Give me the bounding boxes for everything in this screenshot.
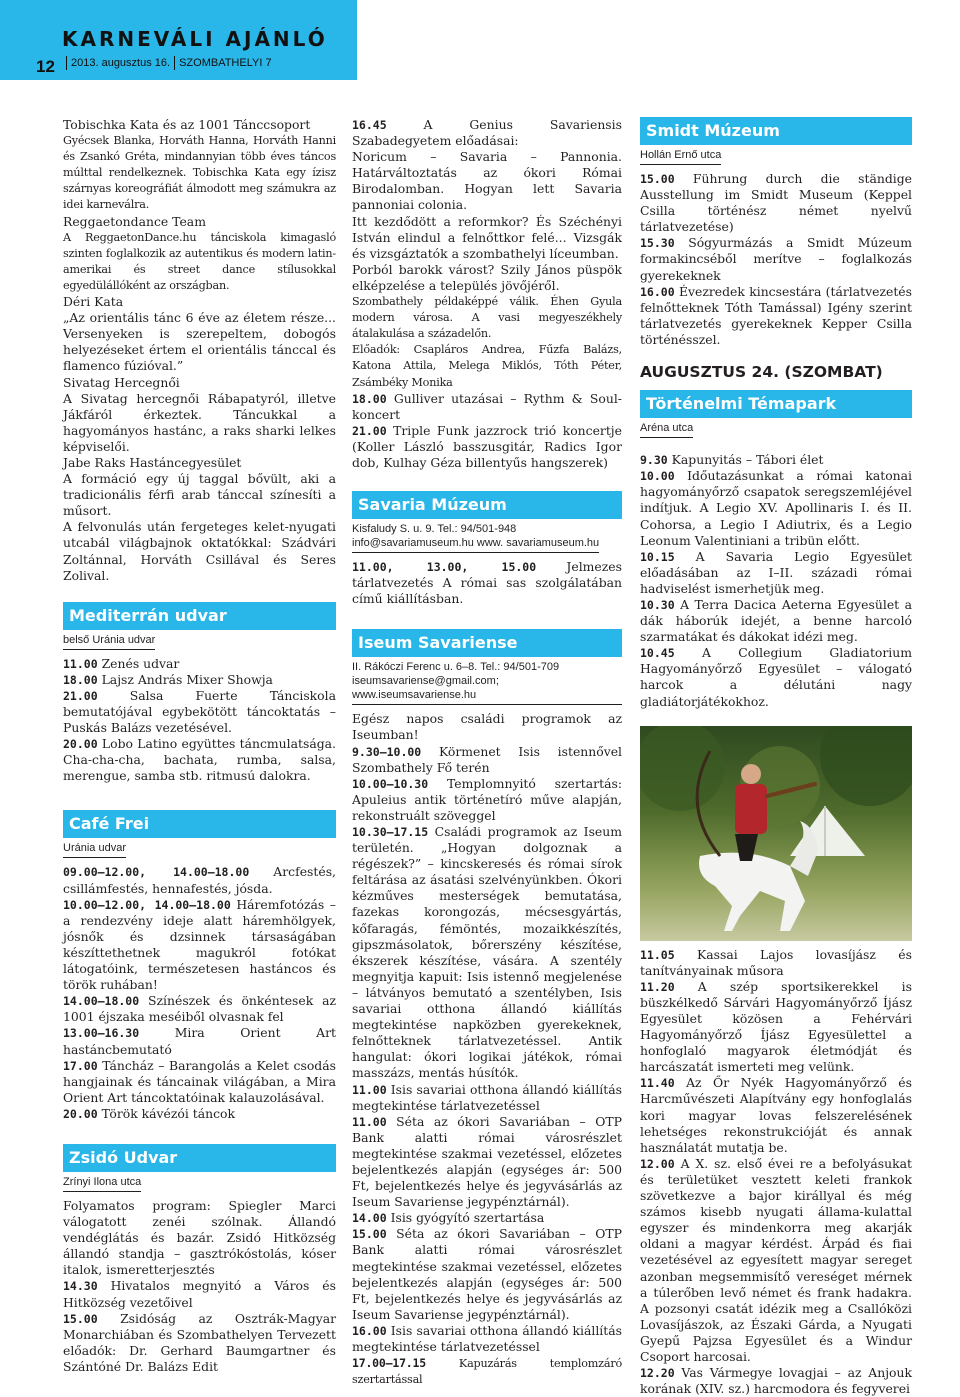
column-2 [352, 117, 622, 1388]
program-item: 10.45 A Collegium Gladiatorium Hagyományőrző Egyesület – válogató harcok a délutáni nagy gladiátorjátékokhoz. [640, 645, 912, 709]
program-item: 20.00 Lobo Latino együttes táncmulatsága. Cha-cha-cha, bachata, rumba, salsa, merengue, samba stb. ritmusú dalokra. [63, 736, 336, 784]
program-item: 10.30 A Terra Dacica Aeterna Egyesület a dák háborúk idejét, a benne harcoló szarmatákat és dákokat idézi meg. [640, 596, 912, 645]
program-item: 15.30 Sógyurmázás a Smidt Múzeum formakincséből merítve – foglalkozás gyerekeknek [640, 235, 912, 283]
date-heading: AUGUSZTUS 24. (SZOMBAT) [640, 363, 883, 382]
paragraph: Egész napos családi programok az Iseumban! [352, 711, 622, 743]
page-number: 12 [36, 57, 55, 76]
program-item: Szombathely példaképpé válik. Éhen Gyula modern városa. A vasi megyeszékhely átalakulása a századelőn. [352, 295, 622, 341]
venue-heading-cafe-frei: Café Frei [63, 810, 336, 838]
venue-heading-zsido-udvar: Zsidó Udvar [63, 1144, 336, 1172]
venue-heading-tortenelmi-temapark: Történelmi Témapark [640, 390, 912, 418]
program-item: Itt kezdődött a reformkor? És Széchényi István elindul a felnőttkor felé... Vizsgák és vizsgáztatók a szombathelyi líceumban. [352, 213, 622, 261]
program-item: 16.00 Évezredek kincsestára (tárlatvezetés felnőtteknek Tóth Tamással) Igény szerint tárlatvezetés gyerekeknek Kepper Csilla történésszel. [640, 283, 912, 347]
program-item: 11.00 Isis savariai otthona állandó kiállítás megtekintése tárlatvezetéssel [352, 1081, 622, 1113]
program-item: 10.00–12.00, 14.00–18.00 Háremfotózás – a rendezvény ideje alatt háremhölgyek, jósnők és dzsinnek társaságában készíttethetnek magukról fotókat látogatóink, természetesen hastáncos és török ruhában! [63, 896, 336, 993]
program-item: 15.00 Führung durch die ständige Ausstellung im Smidt Museum (Keppel Csilla történész német nyelvű tárlatvezetése) [640, 171, 912, 235]
paragraph: Gyécsek Blanka, Horváth Hanna, Horváth Hanni és Zsankó Gréta, mindannyian több éves táncos múlttal rendelkeznek. Tobischka Kata egy ízisz szárnyas koreográfiát álmodott meg számukra az idei karneválra. [63, 134, 336, 212]
paragraph: Sivatag Hercegnői [63, 374, 180, 390]
program-item: 9.30–10.00 Körmenet Isis istennővel Szombathely Fő terén [352, 743, 622, 775]
venue-address: Uránia udvar [63, 841, 126, 858]
program-item: 15.00 Séta az ókori Savariában – OTP Bank alatti római városrészlet megtekintése szakmai vezetéssel, előzetes bejelentkezés alapján (egységes ár: 500 Ft, bejelentkezés helye és jegyvásárlás az Iseum Savariense jegypénztárnál). [352, 1226, 622, 1322]
program-item: 11.00 Séta az ókori Savariában – OTP Bank alatti római városrészlet megtekintése szakmai vezetéssel, előzetes bejelentkezés alapján (egységes ár: 500 Ft, bejelentkezés helye és jegyvásárlás az Iseum Savariense jegypénztárnál). [352, 1113, 622, 1210]
paragraph: Jabe Raks Hastáncegyesület [63, 454, 242, 470]
program-item: 18.00 Lajsz András Mixer Showja [63, 671, 273, 687]
program-item: 13.00–16.30 Mira Orient Art hastáncbemutató [63, 1025, 336, 1057]
program-item: 15.00 Zsidóság az Osztrák-Magyar Monarchiában és Szombathelyen Tervezett előadók: Dr. Gerhard Baumgartner és Szántóné Dr. Balázs Edit [63, 1310, 336, 1374]
venue-heading-mediterran: Mediterrán udvar [63, 602, 336, 630]
program-item: 09.00–12.00, 14.00–18.00 Arcfestés, csillámfestés, hennafestés, jósda. [63, 864, 336, 896]
program-item: 11.00, 13.00, 15.00 Jelmezes tárlatvezetés A római sas szolgálatában című kiállításban. [352, 559, 622, 607]
program-item: 14.00–18.00 Színészek és önkéntesek az 1001 éjszaka meséiből olvasnak fel [63, 993, 336, 1025]
column-3 [640, 117, 912, 1397]
column-1 [63, 117, 336, 1375]
venue-address: Aréna utca [640, 421, 693, 438]
program-item: 21.00 Triple Funk jazzrock trió koncertje (Koller László basszusgitár, Radics Igor dob, Kulhay Géza billentyűs hangszerek) [352, 422, 622, 470]
program-item: 10.30–17.15 Családi programok az Iseum területén. „Hogyan dolgoznak a régészek?” – kincskeresés és római sírok feltárása az ásatási szelvényünkben. Ókori kézműves mesterségek bemutatása, fazekas korongozás, mécsesgyártás, kőfaragás, fémöntés, mozaikkészítés, gipszmásolatok, bőrerszény készítése, ékszerek készítése, vására. A szentély megnyitja kapuit: Isis istennő megjelenése – látványos bemutató a szentélyben, Isis savariai otthona állandó kiállítás megtekintése napközben gyerekeknek, felnőtteknek tárlatvezetéssel. Antik hangulat: ókori logikai játékok, római masszázs, mentás húsítók. [352, 824, 622, 1081]
horse-archer-photo [640, 726, 912, 941]
venue-heading-smidt-muzeum: Smidt Múzeum [640, 117, 912, 145]
program-item: 18.00 Gulliver utazásai – Rythm & Soul-koncert [352, 390, 622, 422]
paragraph: Déri Kata [63, 294, 124, 310]
venue-contact: info@savariamuseum.hu www. savariamuseum.hu [352, 536, 599, 553]
venue-address: Zrínyi Ilona utca [63, 1175, 141, 1192]
venue-heading-savaria-muzeum: Savaria Múzeum [352, 491, 622, 519]
program-item: 20.00 Török kávézói táncok [63, 1105, 236, 1121]
paragraph: „Az orientális tánc 6 éve az életem része... Versenyeken is szerepeltem, dobogós helyezéseket értem el orientális tánccal és flamenco fúzióval.” [63, 310, 336, 374]
paragraph: Tobischka Kata és az 1001 Tánccsoport [63, 117, 311, 132]
program-item: 14.00 Isis gyógyító szertartása [352, 1210, 545, 1226]
program-item: 11.05 Kassai Lajos lovasíjász és tanítványainak műsora [640, 946, 912, 978]
program-item: Porból barokk várost? Szily János püspök elképzelése a település jövőjéről. [352, 261, 622, 293]
venue-address: Kisfaludy S. u. 9. Tel.: 94/501-948 [352, 523, 517, 536]
paragraph: A ReggaetonDance.hu tánciskola kimagasló szinten foglalkozik az autentikus és modern latin-amerikai és street dance stílusokkal egyedülállóként az országban. [63, 230, 336, 292]
venue-address: belső Uránia udvar [63, 633, 155, 650]
program-item: 9.30 Kapunyitás – Tábori élet [640, 452, 824, 468]
program-item: 11.40 Az Őr Nyék Hagyományőrző és Harcművészeti Alapítvány egy honfoglalás kori magyar lovas felszerelésének lehetséges rekonstrukcióját és annak használatát mutatja be. [640, 1075, 912, 1155]
venue-contact: iseumsavariense@gmail.com; www.iseumsavariense.hu [352, 674, 622, 705]
program-item: Előadók: Csapláros Andrea, Fűzfa Balázs, Katona Attila, Melega Miklós, Tóth Péter, Zsámbéky Monika [352, 343, 622, 389]
venue-address: Hollán Ernő utca [640, 148, 721, 165]
program-item: 16.00 Isis savariai otthona állandó kiállítás megtekintése tárlatvezetéssel [352, 1322, 622, 1354]
paragraph: A formáció egy új taggal bővült, aki a tradicionális férfi arab tánccal színesíti a műsort. [63, 471, 336, 519]
program-item: Noricum – Savaria – Pannonia. Határváltoztatás az ókori Római Birodalomban. Hogyan lett Savaria pannoniai colonia. [352, 149, 622, 213]
venue-heading-iseum: Iseum Savariense [352, 629, 622, 657]
header-meta [62, 56, 272, 70]
program-item: 17.00 Táncház – Barangolás a Kelet csodás hangjainak és táncainak világában, a Mira Orient Art táncoktatóinak kalauzolásával. [63, 1057, 336, 1105]
publication-name: SZOMBATHELYI 7 [179, 56, 272, 69]
program-item: 10.00–10.30 Templomnyitó szertartás: Apuleius antik történetíró műve alapján, rekonstruált szöveggel [352, 775, 622, 823]
program-item: 21.00 Salsa Fuerte Tánciskola bemutatójával egybekötött táncoktatás – Puskás Balázs vezetésével. [63, 687, 336, 736]
paragraph: A felvonulás után fergeteges kelet-nyugati utcabál világbajnok oktatókkal: Szádvári Zoltánnal, Horváth Csillával és Seres Zolival. [63, 519, 336, 583]
program-item: 10.15 A Savaria Legio Egyesület előadásában az I–II. századi római hadviselést ismerhetjük meg. [640, 548, 912, 596]
issue-date: 2013. augusztus 16. [71, 56, 171, 69]
program-item: 10.00 Időutazásunkat a római katonai hagyományőrző csapatok seregszemléjével indítjuk. A Legio XV. Apollinaris I. és II. Cohorsa, a Legio I Adiutrix, és a Legio Leonum Valentiniani a tribün előtt. [640, 468, 912, 548]
program-item: 17.00–17.15 Kapuzárás templomzáró szertartással [352, 1356, 623, 1387]
venue-address: II. Rákóczi Ferenc u. 6–8. Tel.: 94/501-709 [352, 661, 560, 674]
paragraph: Folyamatos program: Spiegler Marci válogatott zenéi szólnak. Állandó vendéglátás és bazár. Zsidó Hitközség állandó standja – gasztrókóstolás, kóser italok, ismeretterjesztés [63, 1197, 336, 1278]
paragraph: A Sivatag hercegnői Rábapatyról, illetve Jákfáról érkeztek. Táncukkal a hagyományos hastánc, a raks sharki lelkes képviselői. [63, 390, 336, 454]
program-item: 14.30 Hivatalos megnyitó a Város és Hitközség vezetőivel [63, 1278, 336, 1310]
section-title: KARNEVÁLI AJÁNLÓ [62, 27, 328, 51]
program-item: 11.00 Zenés udvar [63, 655, 180, 671]
program-item: 11.20 A szép sportsikerekkel is büszkélkedő Sárvári Hagyományőrző Íjász Egyesület közösen a Fehérvári Hagyományőrző Íjász Egyesülettel a honfoglaló magyarok életmódját és harcászatát ismerteti meg velünk. [640, 978, 912, 1075]
program-item: 12.00 A X. sz. első évei re a befolyásukat és területüket vesztett keleti frankok szövetkezve a bajor királlyal és még számos kisebb nyugati állama-kulattal egyszer és mindenkorra meg akarják oldani a magyar kérdést. Árpád és fiai vezetésével az egyesített magyar sereget azonban megsemmisítő vereséget mérnek a túlerőben levő német és frank hadakra. A pozsonyi csatát idézik meg a Csallóközi Lovasíjászok, az Északi Gárda, a Nyugati Gyepű Pajzsa Egyesület és a Windur Csoport harcosai. [640, 1155, 912, 1364]
program-item: 16.45 A Genius Savariensis Szabadegyetem előadásai: [352, 117, 622, 149]
paragraph: Reggaetondance Team [63, 213, 206, 229]
page-header [0, 0, 357, 80]
program-item: 12.20 Vas Vármegye lovagjai – az Anjouk korának (XIV. sz.) harcmodora és fegyverei [640, 1365, 912, 1397]
